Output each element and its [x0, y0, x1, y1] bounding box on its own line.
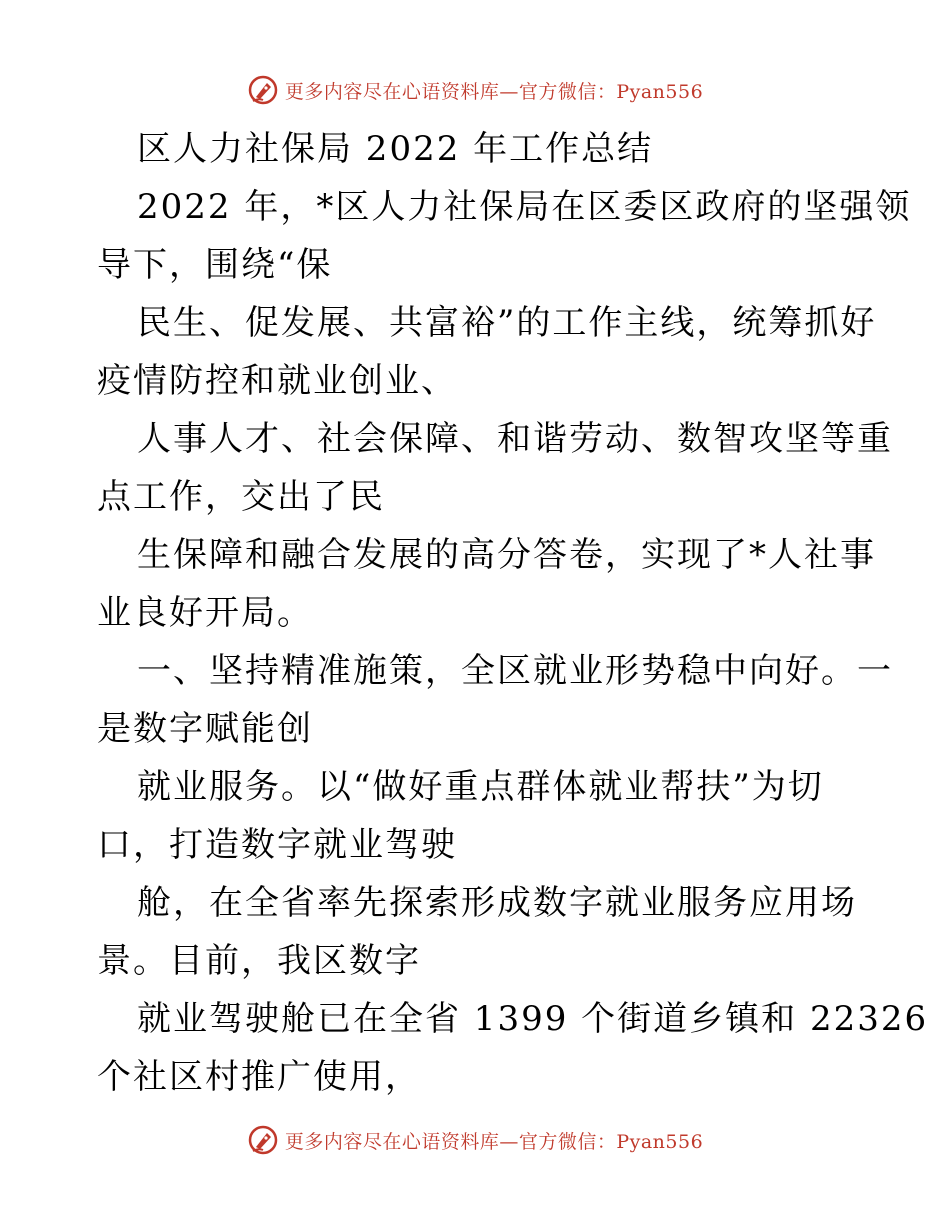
text-line: 2022 年，*区人力社保局在区委区政府的坚强领 [137, 187, 912, 227]
text-line: 点工作，交出了民 [97, 477, 385, 517]
header-watermark [0, 70, 950, 110]
text-line: 就业服务。以“做好重点群体就业帮扶”为切 [137, 767, 824, 807]
text-line: 民生、促发展、共富裕”的工作主线，统筹抓好 [137, 303, 877, 343]
text-line: 生保障和融合发展的高分答卷，实现了*人社事 [137, 535, 876, 575]
document-title: 区人力社保局 2022 年工作总结 [137, 129, 654, 169]
document-body [97, 120, 929, 1106]
pen-nib-logo-icon [247, 74, 279, 106]
watermark-text: 更多内容尽在心语资料库—官方微信：Pyan556 [284, 1130, 704, 1153]
text-line: 口，打造数字就业驾驶 [97, 825, 457, 865]
text-line: 是数字赋能创 [97, 709, 313, 749]
footer-watermark [0, 1120, 950, 1160]
section-heading-line: 一、坚持精准施策，全区就业形势稳中向好。一 [137, 651, 893, 691]
text-line: 人事人才、社会保障、和谐劳动、数智攻坚等重 [137, 419, 893, 459]
text-line: 疫情防控和就业创业、 [97, 361, 457, 401]
pen-nib-logo-icon [247, 1124, 279, 1156]
text-line: 景。目前，我区数字 [97, 941, 421, 981]
text-line: 舱，在全省率先探索形成数字就业服务应用场 [137, 883, 857, 923]
watermark-text: 更多内容尽在心语资料库—官方微信：Pyan556 [284, 80, 704, 103]
text-line: 业良好开局。 [97, 593, 313, 633]
text-line: 就业驾驶舱已在全省 1399 个街道乡镇和 22326 [137, 999, 929, 1039]
text-line: 个社区村推广使用， [97, 1057, 421, 1097]
text-line: 导下，围绕“保 [97, 245, 333, 285]
